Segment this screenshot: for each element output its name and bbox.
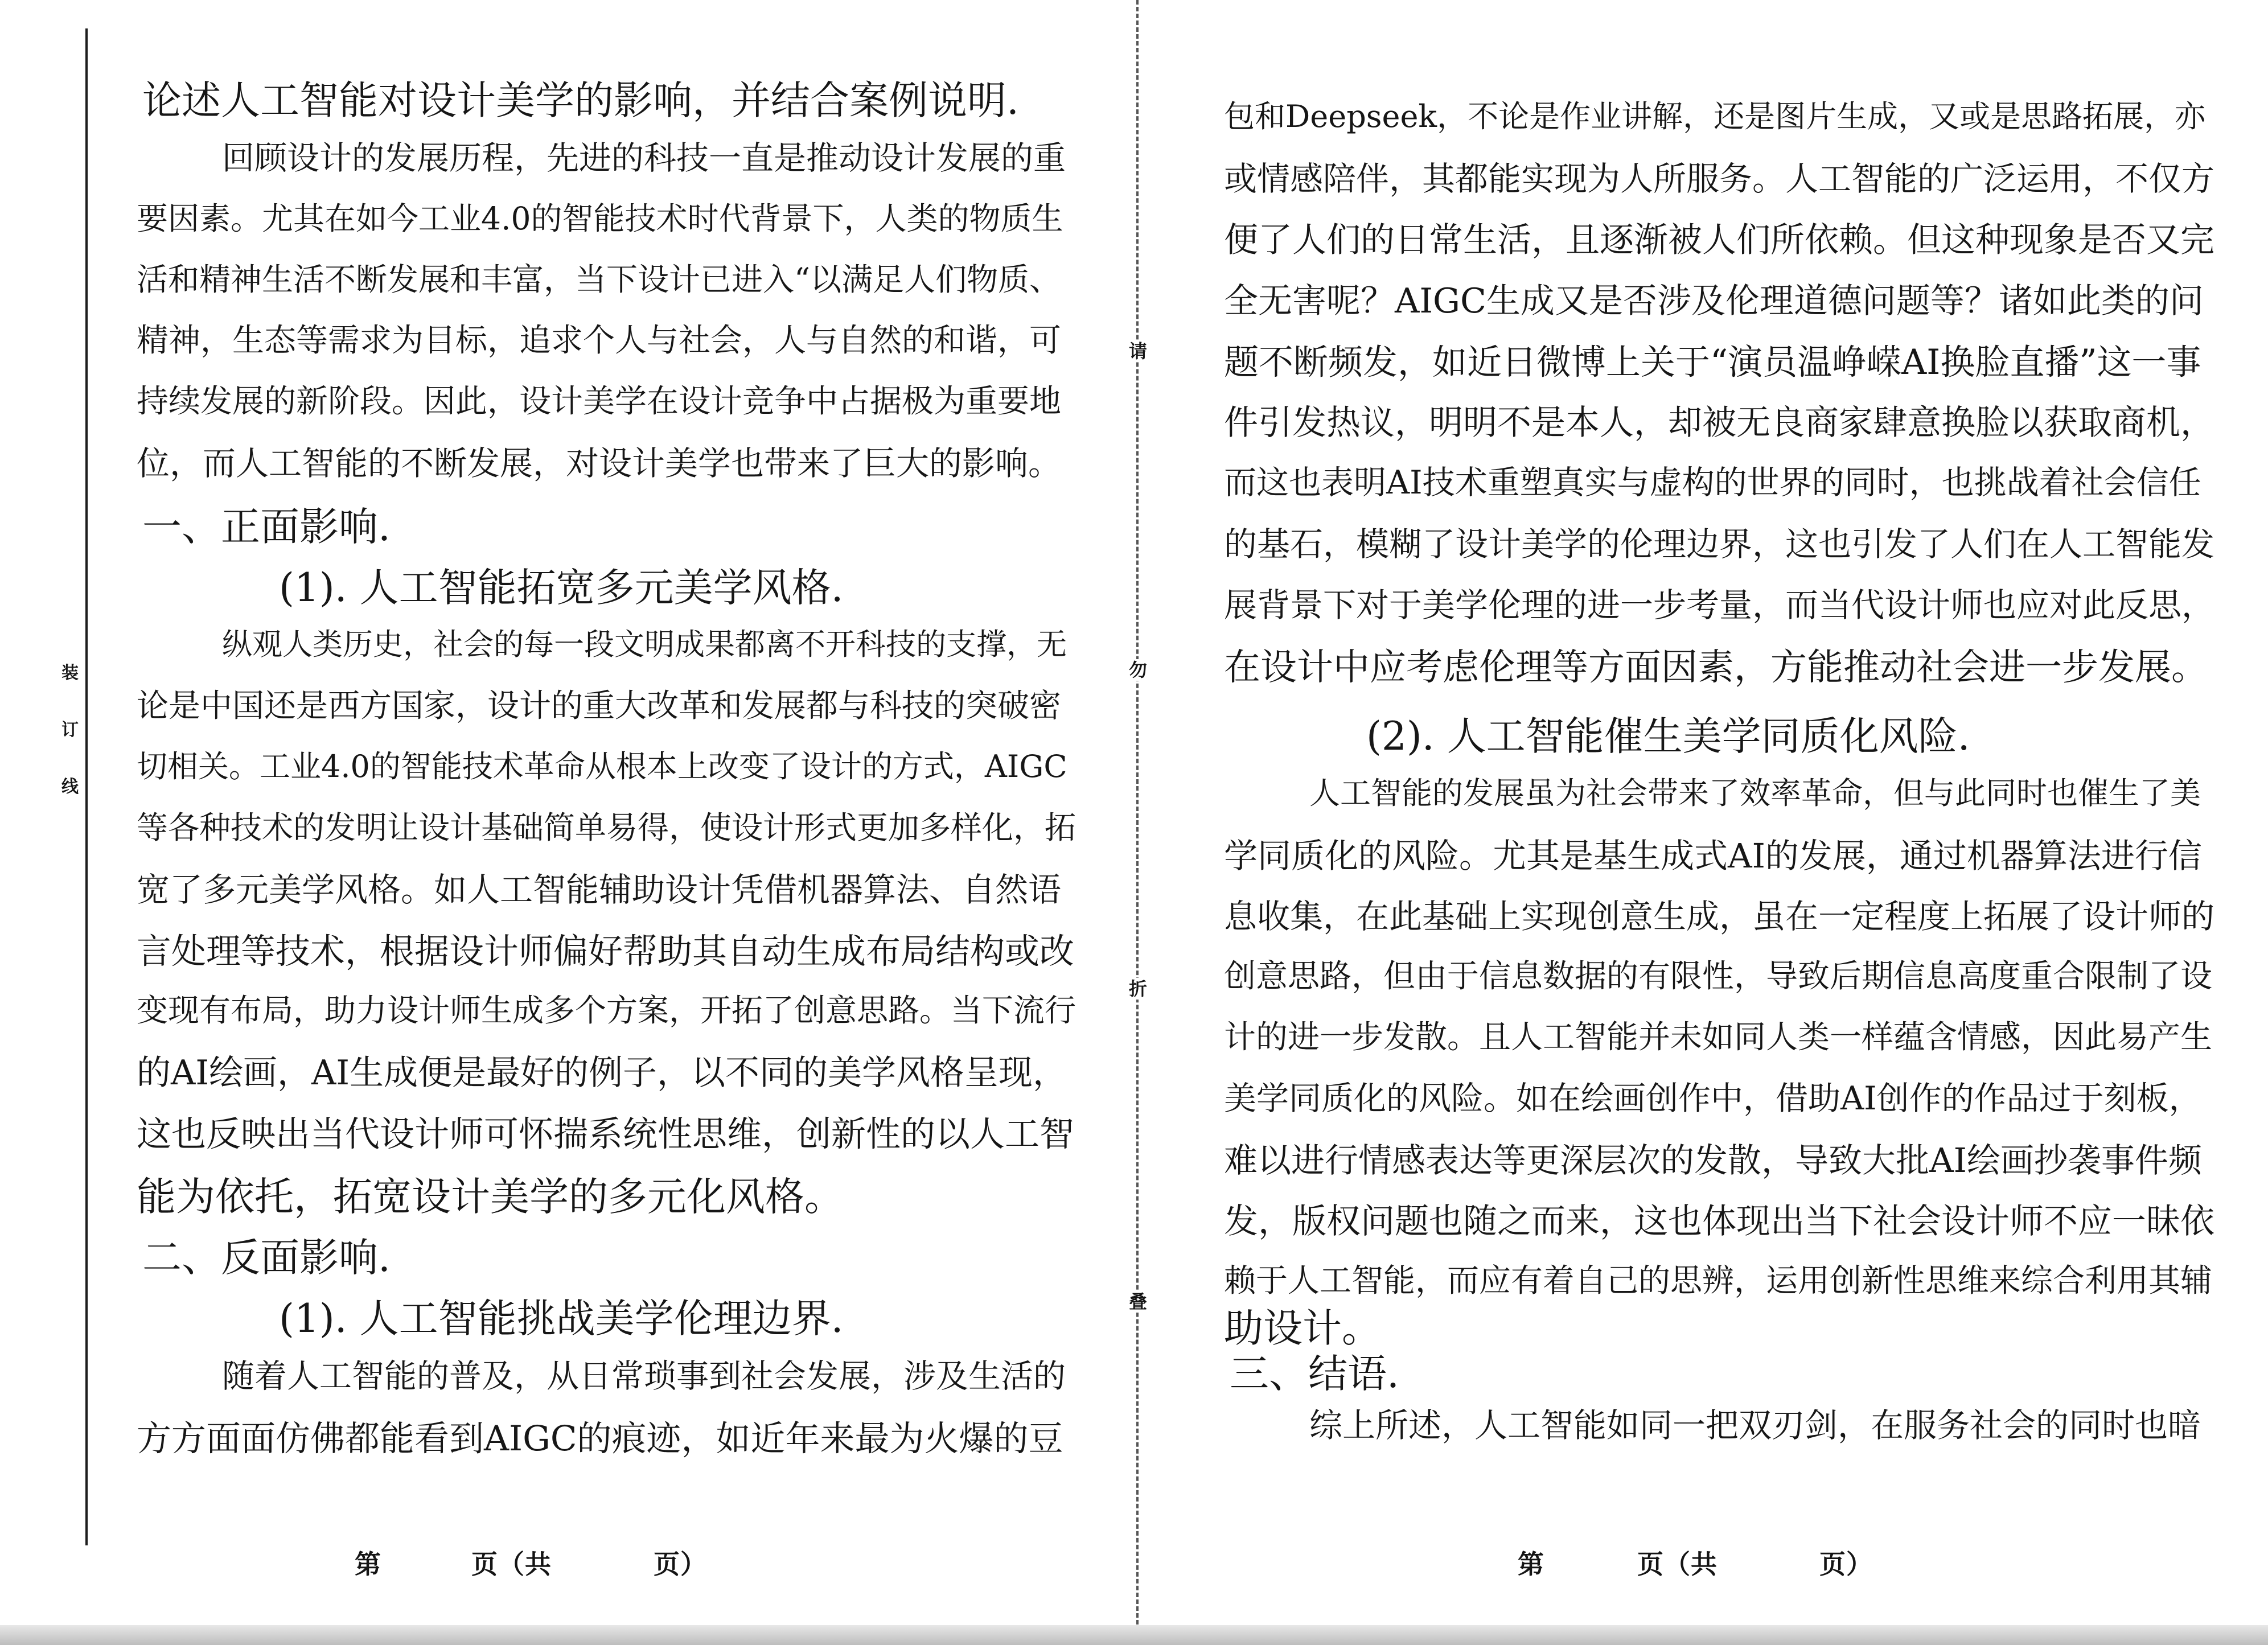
text-line: 而这也表明AI技术重塑真实与虚构的世界的同时，也挑战着社会信任 [1224, 464, 2201, 501]
text-line: 人工智能的发展虽为社会带来了效率革命，但与此同时也催生了美 [1309, 775, 2201, 811]
scan-edge-shadow [0, 1625, 2268, 1645]
footer-of-word: 页（共 [471, 1549, 552, 1580]
footer-of-word: 页（共 [1637, 1549, 1718, 1580]
text-line: 变现有布局，助力设计师生成多个方案，开拓了创意思路。当下流行 [137, 992, 1077, 1029]
text-line: 学同质化的风险。尤其是基生成式AI的发展，通过机器算法进行信 [1224, 836, 2202, 875]
text-line: 要因素。尤其在如今工业4.0的智能技术时代背景下，人类的物质生 [137, 200, 1063, 237]
fold-label-3: 折 [1127, 978, 1149, 1000]
text-line: 难以进行情感表达等更深层次的发散，导致大批AI绘画抄袭事件频 [1224, 1141, 2202, 1180]
footer-close-word: 页） [1819, 1549, 1873, 1580]
binding-label-2: 订 [61, 720, 79, 740]
text-line: 活和精神生活不断发展和丰富，当下设计已进入“以满足人们物质、 [137, 261, 1061, 298]
subsection-heading: (1). 人工智能挑战美学伦理边界. [279, 1296, 844, 1342]
footer-page-word: 第 [355, 1549, 381, 1580]
text-line: 宽了多元美学风格。如人工智能辅助设计凭借机器算法、自然语 [137, 870, 1062, 909]
subsection-heading: (1). 人工智能拓宽多元美学风格. [279, 565, 844, 611]
text-line: 切相关。工业4.0的智能技术革命从根本上改变了设计的方式，AIGC [137, 749, 1067, 784]
text-line: 论是中国还是西方国家，设计的重大改革和发展都与科技的突破密 [137, 688, 1061, 725]
text-line: 纵观人类历史，社会的每一段文明成果都离不开科技的支撑，无 [222, 627, 1067, 662]
text-line: 赖于人工智能，而应有着自己的思辨，运用创新性思维来综合利用其辅 [1224, 1262, 2212, 1299]
text-line: 息收集，在此基础上实现创意生成，虽在一定程度上拓展了设计师的 [1224, 897, 2215, 936]
text-line: 发，版权问题也随之而来，这也体现出当下社会设计师不应一昧依 [1224, 1202, 2214, 1241]
binding-label-3: 线 [61, 777, 79, 797]
binding-label-1: 装 [61, 663, 79, 683]
text-line: 全无害呢？AIGC生成又是否涉及伦理道德问题等？诸如此类的问 [1224, 281, 2204, 321]
text-line: 的基石，模糊了设计美学的伦理边界，这也引发了人们在人工智能发 [1224, 525, 2215, 564]
text-line: 言处理等技术，根据设计师偏好帮助其自动生成布局结构或改 [137, 931, 1075, 972]
text-line: 的AI绘画，AI生成便是最好的例子，以不同的美学风格呈现， [137, 1053, 1067, 1093]
text-line: 或情感陪伴，其都能实现为人所服务。人工智能的广泛运用，不仅方 [1224, 159, 2215, 198]
subsection-heading: (2). 人工智能催生美学同质化风险. [1366, 714, 1970, 759]
footer-close-word: 页） [654, 1549, 707, 1580]
text-line: 综上所述，人工智能如同一把双刃剑，在服务社会的同时也暗 [1309, 1406, 2201, 1445]
text-line: 便了人们的日常生活，且逐渐被人们所依赖。但这种现象是否又完 [1224, 220, 2214, 260]
text-line: 助设计。 [1224, 1306, 1381, 1351]
text-line: 展背景下对于美学伦理的进一步考量，而当代设计师也应对此反思， [1224, 586, 2215, 624]
section-heading: 三、结语. [1230, 1351, 1399, 1397]
text-line: 美学同质化的风险。如在绘画创作中，借助AI创作的作品过于刻板， [1224, 1080, 2201, 1117]
footer-page-word: 第 [1518, 1549, 1544, 1580]
text-line: 回顾设计的发展历程，先进的科技一直是推动设计发展的重 [222, 139, 1066, 177]
fold-label-1: 请 [1127, 340, 1149, 362]
text-line: 随着人工智能的普及，从日常琐事到社会发展，涉及生活的 [222, 1358, 1066, 1395]
text-line: 计的进一步发散。且人工智能并未如同人类一样蕴含情感，因此易产生 [1224, 1019, 2212, 1056]
fold-label-4: 叠 [1127, 1291, 1149, 1313]
text-line: 方方面面仿佛都能看到AIGC的痕迹，如近年来最为火爆的豆 [137, 1418, 1063, 1459]
essay-prompt: 论述人工智能对设计美学的影响，并结合案例说明. [142, 78, 1019, 124]
fold-label-2: 勿 [1127, 659, 1149, 681]
text-line: 题不断频发，如近日微博上关于“演员温峥嵘AI换脸直播”这一事 [1224, 342, 2201, 383]
binding-margin-rule [85, 28, 88, 1545]
text-line: 持续发展的新阶段。因此，设计美学在设计竞争中占据极为重要地 [137, 383, 1061, 420]
text-line: 等各种技术的发明让设计基础简单易得，使设计形式更加多样化，拓 [137, 809, 1077, 846]
text-line: 能为依托，拓宽设计美学的多元化风格。 [137, 1174, 844, 1220]
section-heading: 二、反面影响. [142, 1235, 391, 1281]
text-line: 精神，生态等需求为目标，追求个人与社会，人与自然的和谐，可 [137, 322, 1061, 359]
section-heading: 一、正面影响. [142, 504, 391, 550]
text-line: 件引发热议，明明不是本人，却被无良商家肆意换脸以获取商机， [1224, 403, 2214, 443]
text-line: 在设计中应考虑伦理等方面因素，方能推动社会进一步发展。 [1224, 647, 2208, 689]
fold-dashed-line [1136, 0, 1139, 1645]
text-line: 这也反映出当代设计师可怀揣系统性思维，创新性的以人工智 [137, 1114, 1075, 1154]
text-line: 包和Deepseek，不论是作业讲解，还是图片生成，又或是思路拓展，亦 [1224, 98, 2206, 134]
text-line: 创意思路，但由于信息数据的有限性，导致后期信息高度重合限制了设 [1224, 958, 2212, 995]
text-line: 位，而人工智能的不断发展，对设计美学也带来了巨大的影响。 [137, 444, 1062, 483]
